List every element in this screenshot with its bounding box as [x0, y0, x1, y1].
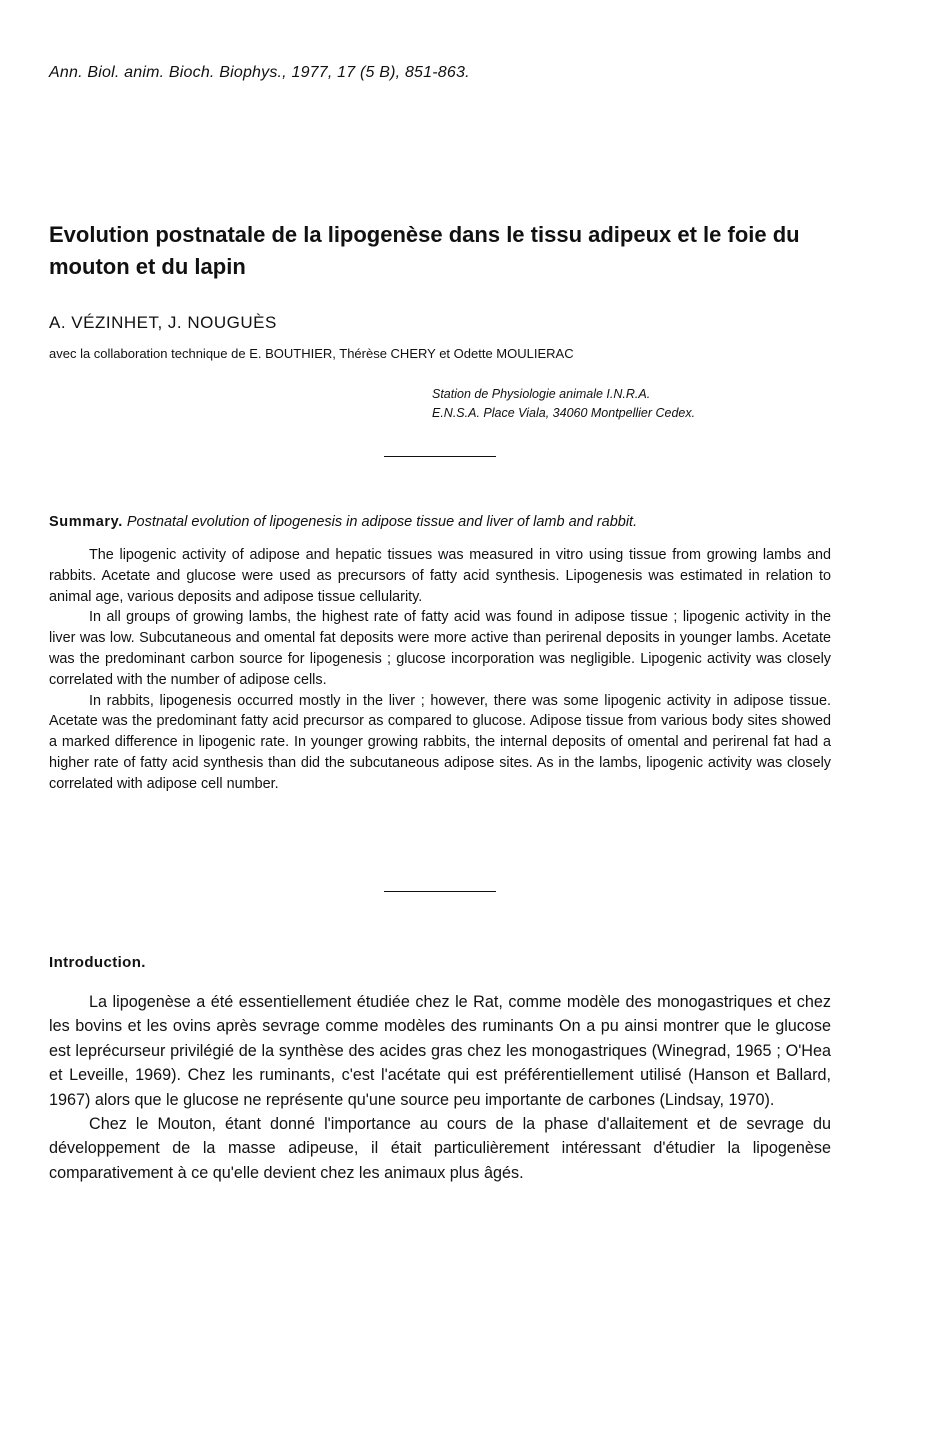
summary-paragraph: In rabbits, lipogenesis occurred mostly in the liver ; however, there was some lipogenic activity in adipose tissue. Acetate was the predominant fatty acid precursor as compared to glucose. Adipose tissue from various body sites showed a marked difference in lipogenic rate. In younger growing rabbits, the internal deposits of omental and perirenal fat had a higher rate of fatty acid synthesis than did the subcutaneous adipose sites. As in the lambs, lipogenic activity was closely correlated with adipose cell number. [49, 692, 831, 792]
introduction-body [49, 990, 831, 1185]
affiliation [432, 385, 695, 423]
technical-collaboration: avec la collaboration technique de E. BOUTHIER, Thérèse CHERY et Odette MOULIERAC [49, 346, 574, 361]
introduction-heading: Introduction. [49, 954, 146, 971]
summary-heading [49, 514, 637, 530]
article-title: Evolution postnatale de la lipogenèse dans le tissu adipeux et le foie du mouton et du lapin [49, 222, 800, 279]
affiliation-line-1: Station de Physiologie animale I.N.R.A. [432, 387, 651, 401]
summary-body [49, 545, 831, 795]
summary-paragraph: In all groups of growing lambs, the highest rate of fatty acid was found in adipose tissue ; lipogenic activity in the liver was low. Subcutaneous and omental fat deposits were more active than perirenal deposits in younger lambs. Acetate was the predominant carbon source for lipogenesis ; glucose incorporation was negligible. Lipogenic activity was closely correlated with the number of adipose cells. [49, 609, 831, 688]
summary-label: Summary. [49, 514, 123, 530]
section-divider [384, 891, 496, 892]
author-list: A. VÉZINHET, J. NOUGUÈS [49, 313, 277, 332]
summary-paragraph: The lipogenic activity of adipose and hepatic tissues was measured in vitro using tissue from growing lambs and rabbits. Acetate and glucose were used as precursors of fatty acid synthesis. Lipogenesis was estimated in relation to animal age, various deposits and adipose tissue cellularity. [49, 547, 831, 605]
journal-reference: Ann. Biol. anim. Bioch. Biophys., 1977, 17 (5 B), 851-863. [49, 64, 470, 81]
introduction-paragraph: Chez le Mouton, étant donné l'importance au cours de la phase d'allaitement et de sevrage du développement de la masse adipeuse, il était particulièrement intéressant d'étudier la lipogenèse comparativement à ce qu'elle devient chez les animaux plus âgés. [49, 1115, 831, 1182]
summary-title: Postnatal evolution of lipogenesis in adipose tissue and liver of lamb and rabbit. [126, 514, 638, 530]
affiliation-line-2: E.N.S.A. Place Viala, 34060 Montpellier Cedex. [432, 406, 696, 420]
section-divider [384, 456, 496, 457]
introduction-paragraph: La lipogenèse a été essentiellement étudiée chez le Rat, comme modèle des monogastriques et chez les bovins et les ovins après sevrage comme modèles des ruminants On a pu ainsi montrer que le glucose est leprécurseur privilégié de la synthèse des acides gras chez les monogastriques (Winegrad, 1965 ; O'Hea et Leveille, 1969). Chez les ruminants, c'est l'acétate qui est préférentiellement utilisé (Hanson et Ballard, 1967) alors que le glucose ne représente qu'une source peu importante de carbones (Lindsay, 1970). [49, 993, 831, 1109]
